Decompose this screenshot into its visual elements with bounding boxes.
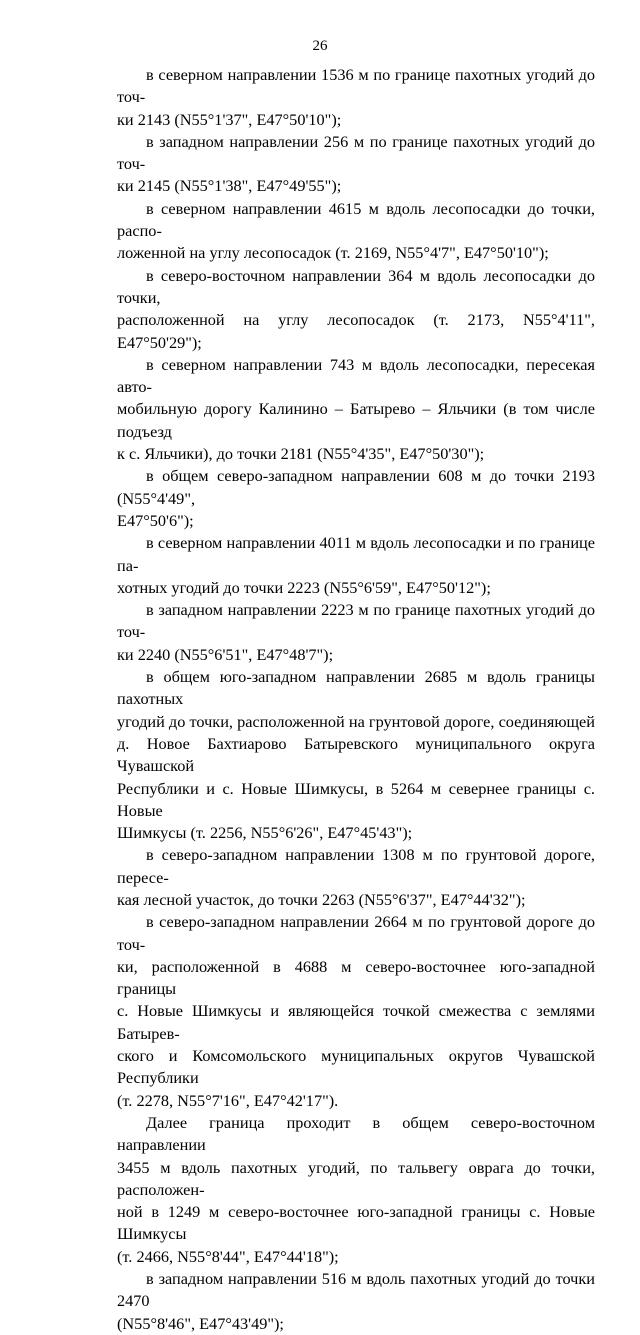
document-body [117,64,595,1335]
paragraph [117,64,595,131]
text-line: в общем юго-западном направлении 2685 м вдоль границы пахотных [117,667,595,709]
text-line: Далее граница проходит в общем северо-восточном направлении [117,1112,595,1155]
paragraph [117,599,595,666]
text-line: в западном направлении 2223 м по границе пахотных угодий до точ- [117,600,595,642]
text-line: ки 2145 (N55°1'38", E47°49'55"); [117,176,342,196]
paragraph [117,354,595,465]
paragraph [117,465,595,532]
text-line: ки, расположенной в 4688 м северо-восточнее юго-западной границы [117,956,595,999]
text-line: (т. 2466, N55°8'44", E47°44'18"); [117,1246,339,1266]
text-line: кая лесной участок, до точки 2263 (N55°6'37", E47°44'32"); [117,889,526,909]
text-line: в северо-западном направлении 1308 м по грунтовой дороге, пересе- [117,845,595,887]
text-line: Шимкусы (т. 2256, N55°6'26", E47°45'43"); [117,823,413,843]
text-line: Республики и с. Новые Шимкусы, в 5264 м севернее границы с. Новые [117,778,595,820]
page-number: 26 [312,38,328,54]
text-line: 3455 м вдоль пахотных угодий, по тальвегу оврага до точки, расположен- [117,1157,595,1199]
text-line: ки 2240 (N55°6'51", E47°48'7"); [117,644,334,664]
text-line: (т. 2278, N55°7'16", E47°42'17"). [117,1090,339,1110]
text-line: с. Новые Шимкусы и являющейся точкой смежества с землями Батырев- [117,1001,595,1043]
text-line: в общем северо-западном направлении 608 м до точки 2193 (N55°4'49", [117,466,595,508]
text-line: мобильную дорогу Калинино – Батырево – Яльчики (в том числе подъезд [117,399,595,441]
text-line: ной в 1249 м северо-восточнее юго-западной границы с. Новые Шимкусы [117,1202,595,1244]
paragraph [117,666,595,844]
paragraph [117,1268,595,1335]
paragraph [117,911,595,1112]
text-line: в северном направлении 4011 м вдоль лесопосадки и по границе па- [117,533,595,575]
text-line: ского и Комсомольского муниципальных округов Чувашской Республики [117,1046,595,1088]
paragraph [117,198,595,265]
text-line: угодий до точки, расположенной на грунтовой дороге, соединяющей [117,711,595,731]
text-line: в северо-западном направлении 2664 м по грунтовой дороге до точ- [117,912,595,954]
paragraph [117,532,595,599]
text-line: в северо-восточном направлении 364 м вдоль лесопосадки до точки, [117,265,595,307]
paragraph [117,1112,595,1268]
paragraph [117,844,595,911]
paragraph [117,265,595,354]
text-line: ки 2143 (N55°1'37", E47°50'10"); [117,109,342,129]
text-line: в западном направлении 516 м вдоль пахотных угодий до точки 2470 [117,1269,595,1311]
text-line: в северном направлении 1536 м по границе пахотных угодий до точ- [117,65,595,107]
text-line: к с. Яльчики), до точки 2181 (N55°4'35", E47°50'30"); [117,444,485,464]
text-line: ложенной на углу лесопосадок (т. 2169, N55°4'7", E47°50'10"); [117,243,549,263]
text-line: (N55°8'46", E47°43'49"); [117,1313,284,1333]
paragraph [117,131,595,198]
text-line: расположенной на углу лесопосадок (т. 2173, N55°4'11", E47°50'29"); [117,310,595,352]
text-line: хотных угодий до точки 2223 (N55°6'59", E47°50'12"); [117,577,491,597]
text-line: в северном направлении 4615 м вдоль лесопосадки до точки, распо- [117,198,595,241]
text-line: E47°50'6"); [117,510,194,530]
text-line: в западном направлении 256 м по границе пахотных угодий до точ- [117,131,595,174]
text-line: д. Новое Бахтиарово Батыревского муниципального округа Чувашской [117,733,595,776]
text-line: в северном направлении 743 м вдоль лесопосадки, пересекая авто- [117,354,595,397]
